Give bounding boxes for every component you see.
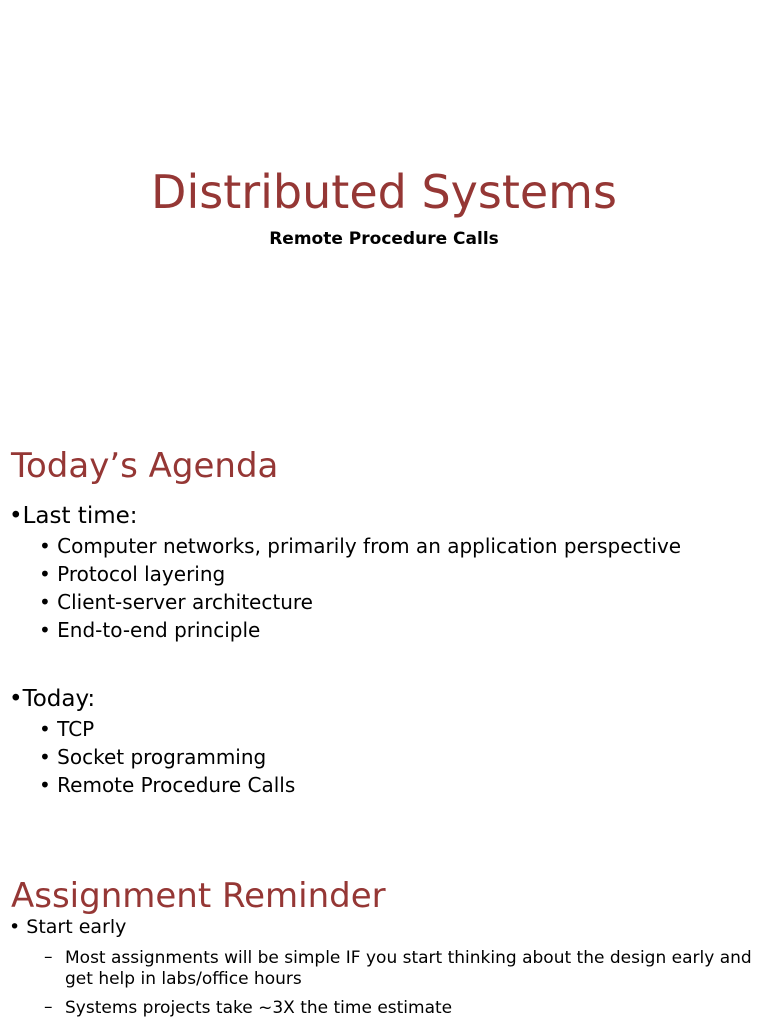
slide-title: Distributed Systems [151,165,617,219]
bullet-label: Start early [26,916,127,938]
list-item: Systems projects take ~3X the time estimate [65,998,453,1018]
list-item: • Client-server architecture [39,590,313,614]
bullet-label: Last time: [22,503,138,529]
list-item: • Protocol layering [39,562,226,586]
bullet-marker: • [9,503,23,529]
bullet-last-time [9,501,138,531]
agenda-heading: Today’s Agenda [11,446,279,486]
bullet-marker: • [9,686,23,712]
dash-marker: – [44,947,53,967]
list-item: • Remote Procedure Calls [39,773,296,797]
bullet-marker: • [9,916,21,938]
dash-marker: – [44,997,53,1017]
bullet-today [9,684,95,714]
list-item: • Socket programming [39,745,267,769]
list-item: • TCP [39,717,95,741]
bullet-label: Today: [22,686,96,712]
assignment-heading: Assignment Reminder [11,876,386,916]
list-item: Most assignments will be simple IF you start thinking about the design early and get help in labs/office hours [65,948,752,989]
bullet-start-early [9,915,126,939]
list-item: • End-to-end principle [39,618,261,642]
slide-subtitle: Remote Procedure Calls [269,229,499,249]
list-item: • Computer networks, primarily from an application perspective [39,534,682,558]
